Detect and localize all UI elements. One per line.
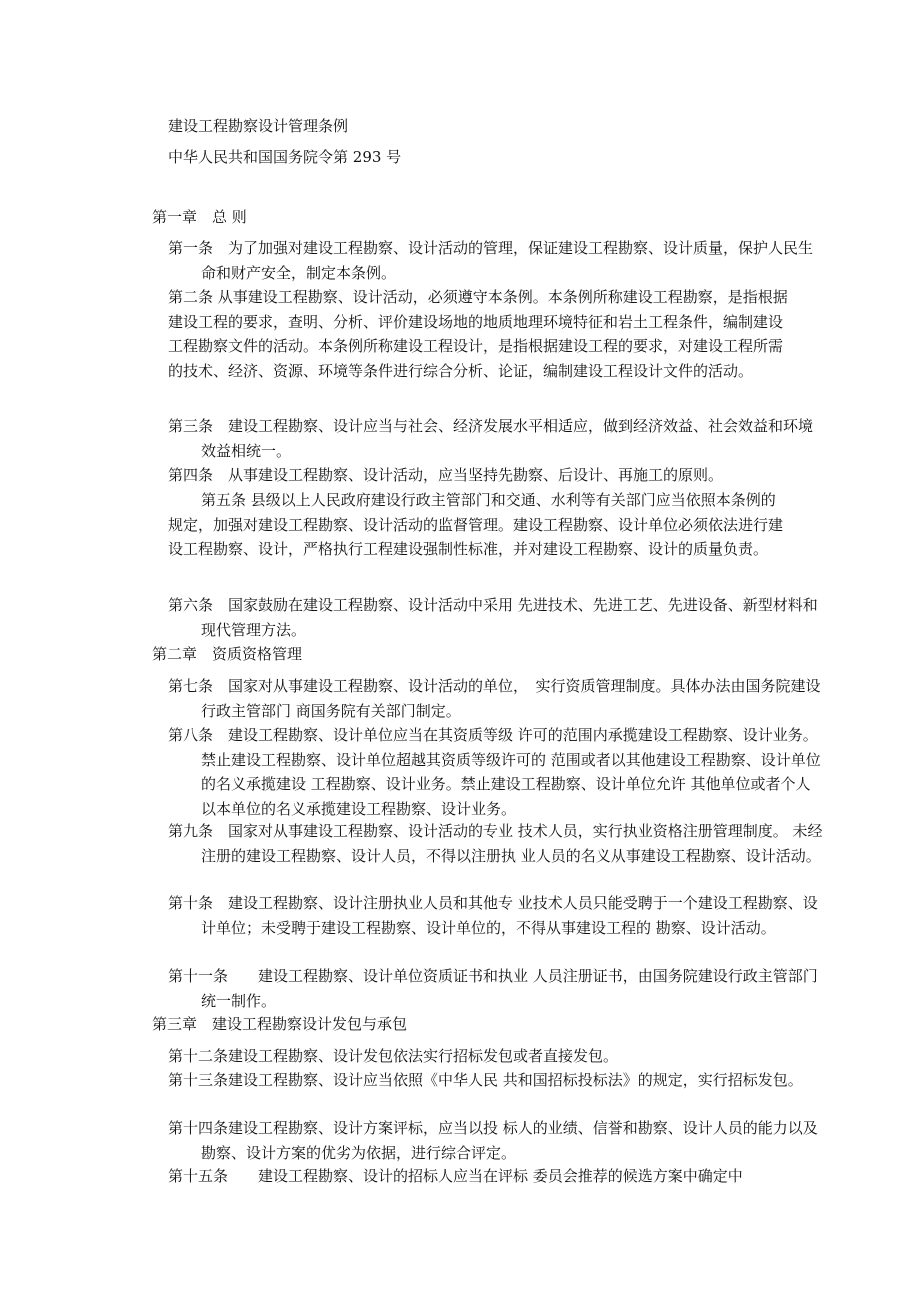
article-12: 第十二条建设工程勘察、设计发包依法实行招标发包或者直接发包。	[168, 1047, 619, 1065]
article-3: 第三条 建设工程勘察、设计应当与社会、经济发展水平相适应，做到经济效益、社会效益和环境效益相统一。	[168, 417, 814, 460]
article-6: 第六条 国家鼓励在建设工程勘察、设计活动中采用 先进技术、先进工艺、先进设备、新型材料和现代管理方法。	[168, 596, 818, 639]
article-1: 第一条 为了加强对建设工程勘察、设计活动的管理，保证建设工程勘察、设计质量，保护人民生命和财产安全，制定本条例。	[168, 239, 814, 282]
chapter-3-heading: 第三章 建设工程勘察设计发包与承包	[152, 1015, 408, 1033]
article-8: 第八条 建设工程勘察、设计单位应当在其资质等级 许可的范围内承揽建设工程勘察、设计业务。 禁止建设工程勘察、设计单位超越其资质等级许可的 范围或者以其他建设工程勘察、设计单位的名义承揽建设 工程勘察、设计业务。禁止建设工程勘察、设计单位允许 其他单位或者个人以本单位的名义承揽建设工程勘察、设计业务。	[168, 726, 821, 818]
decree-number: 中华人民共和国国务院令第 293 号	[168, 148, 402, 166]
chapter-1-heading: 第一章 总 则	[152, 208, 247, 226]
article-10: 第十条 建设工程勘察、设计注册执业人员和其他专 业技术人员只能受聘于一个建设工程勘察、设计单位；未受聘于建设工程勘察、设计单位的，不得从事建设工程的 勘察、设计活动。	[168, 894, 818, 937]
article-14: 第十四条建设工程勘察、设计方案评标，应当以投 标人的业绩、信誉和勘察、设计人员的能力以及勘察、设计方案的优劣为依据，进行综合评定。	[168, 1119, 818, 1162]
article-13: 第十三条建设工程勘察、设计应当依照《中华人民 共和国招标投标法》的规定，实行招标发包。	[168, 1071, 803, 1089]
article-11: 第十一条 建设工程勘察、设计单位资质证书和执业 人员注册证书，由国务院建设行政主管部门统一制作。	[168, 967, 818, 1010]
document-title: 建设工程勘察设计管理条例	[168, 117, 349, 135]
article-2: 第二条 从事建设工程勘察、设计活动，必须遵守本条例。本条例所称建设工程勘察，是指根据建设工程的要求，查明、分析、评价建设场地的地质地理环境特征和岩土工程条件，编制建设工程勘察文件的活动。本条例所称建设工程设计，是指根据建设工程的要求，对建设工程所需的技术、经济、资源、环境等条件进行综合分析、论证，编制建设工程设计文件的活动。	[168, 288, 788, 380]
article-15: 第十五条 建设工程勘察、设计的招标人应当在评标 委员会推荐的候选方案中确定中	[168, 1167, 743, 1185]
article-7: 第七条 国家对从事建设工程勘察、设计活动的单位， 实行资质管理制度。具体办法由国务院建设行政主管部门 商国务院有关部门制定。	[168, 677, 821, 720]
article-4: 第四条 从事建设工程勘察、设计活动，应当坚持先勘察、后设计、再施工的原则。	[168, 466, 724, 484]
article-9: 第九条 国家对从事建设工程勘察、设计活动的专业 技术人员，实行执业资格注册管理制度。 未经注册的建设工程勘察、设计人员，不得以注册执 业人员的名义从事建设工程勘察、设计活动。	[168, 822, 823, 865]
article-5: 第五条 县级以上人民政府建设行政主管部门和交通、水利等有关部门应当依照本条例的规定，加强对建设工程勘察、设计活动的监督管理。建设工程勘察、设计单位必须依法进行建设工程勘察、设计，严格执行工程建设强制性标准，并对建设工程勘察、设计的质量负责。	[168, 491, 784, 558]
chapter-2-heading: 第二章 资质资格管理	[152, 645, 303, 663]
